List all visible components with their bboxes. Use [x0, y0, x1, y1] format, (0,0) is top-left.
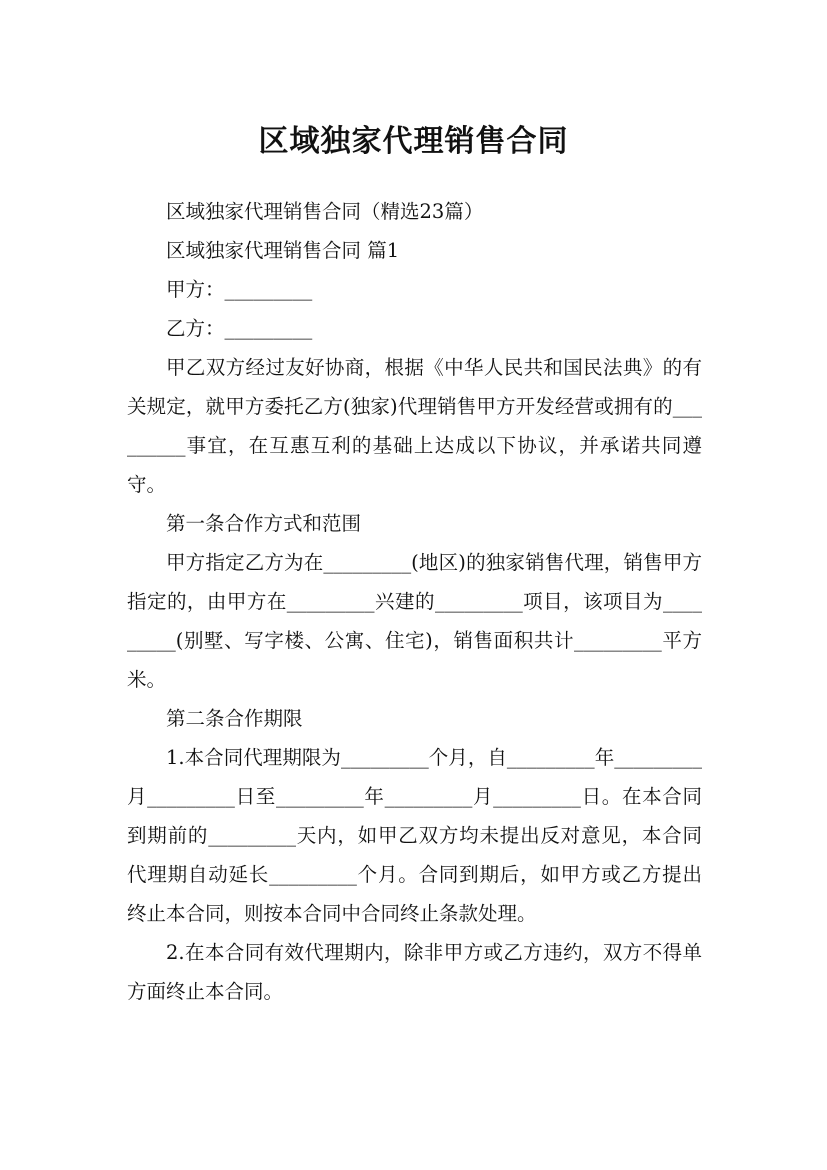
party-b-line: 乙方：_________	[166, 317, 313, 340]
document-title: 区域独家代理销售合同	[258, 124, 569, 160]
article-1-paragraph: 甲方指定乙方为在_________(地区)的独家销售代理，销售甲方指定的，由甲方在_________兴建的_________项目，该项目为_________(别墅、写字楼、公寓、住宅)，销售面积共计_________平方米。	[127, 551, 702, 691]
preamble-paragraph: 甲乙双方经过友好协商，根据《中华人民共和国民法典》的有关规定，就甲方委托乙方(独家)代理销售甲方开发经营或拥有的_________事宜，在互惠互利的基础上达成以下协议，并承诺共同遵守。	[127, 356, 702, 496]
document-body	[127, 192, 702, 1011]
article-1-heading: 第一条合作方式和范围	[166, 512, 362, 535]
party-a-line: 甲方：_________	[166, 278, 313, 301]
article-2-heading: 第二条合作期限	[166, 707, 303, 730]
article-2-clause-1: 1.本合同代理期限为_________个月，自_________年_________月_________日至_________年_________月_________日。在本合同到期前的_________天内，如甲乙双方均未提出反对意见，本合同代理期自动延长_________个月。合同到期后，如甲方或乙方提出终止本合同，则按本合同中合同终止条款处理。	[127, 746, 702, 925]
doc-subtitle: 区域独家代理销售合同（精选23篇）	[166, 200, 484, 223]
section-heading: 区域独家代理销售合同 篇1	[166, 239, 400, 262]
article-2-clause-2: 2.在本合同有效代理期内，除非甲方或乙方违约，双方不得单方面终止本合同。	[127, 941, 702, 1003]
